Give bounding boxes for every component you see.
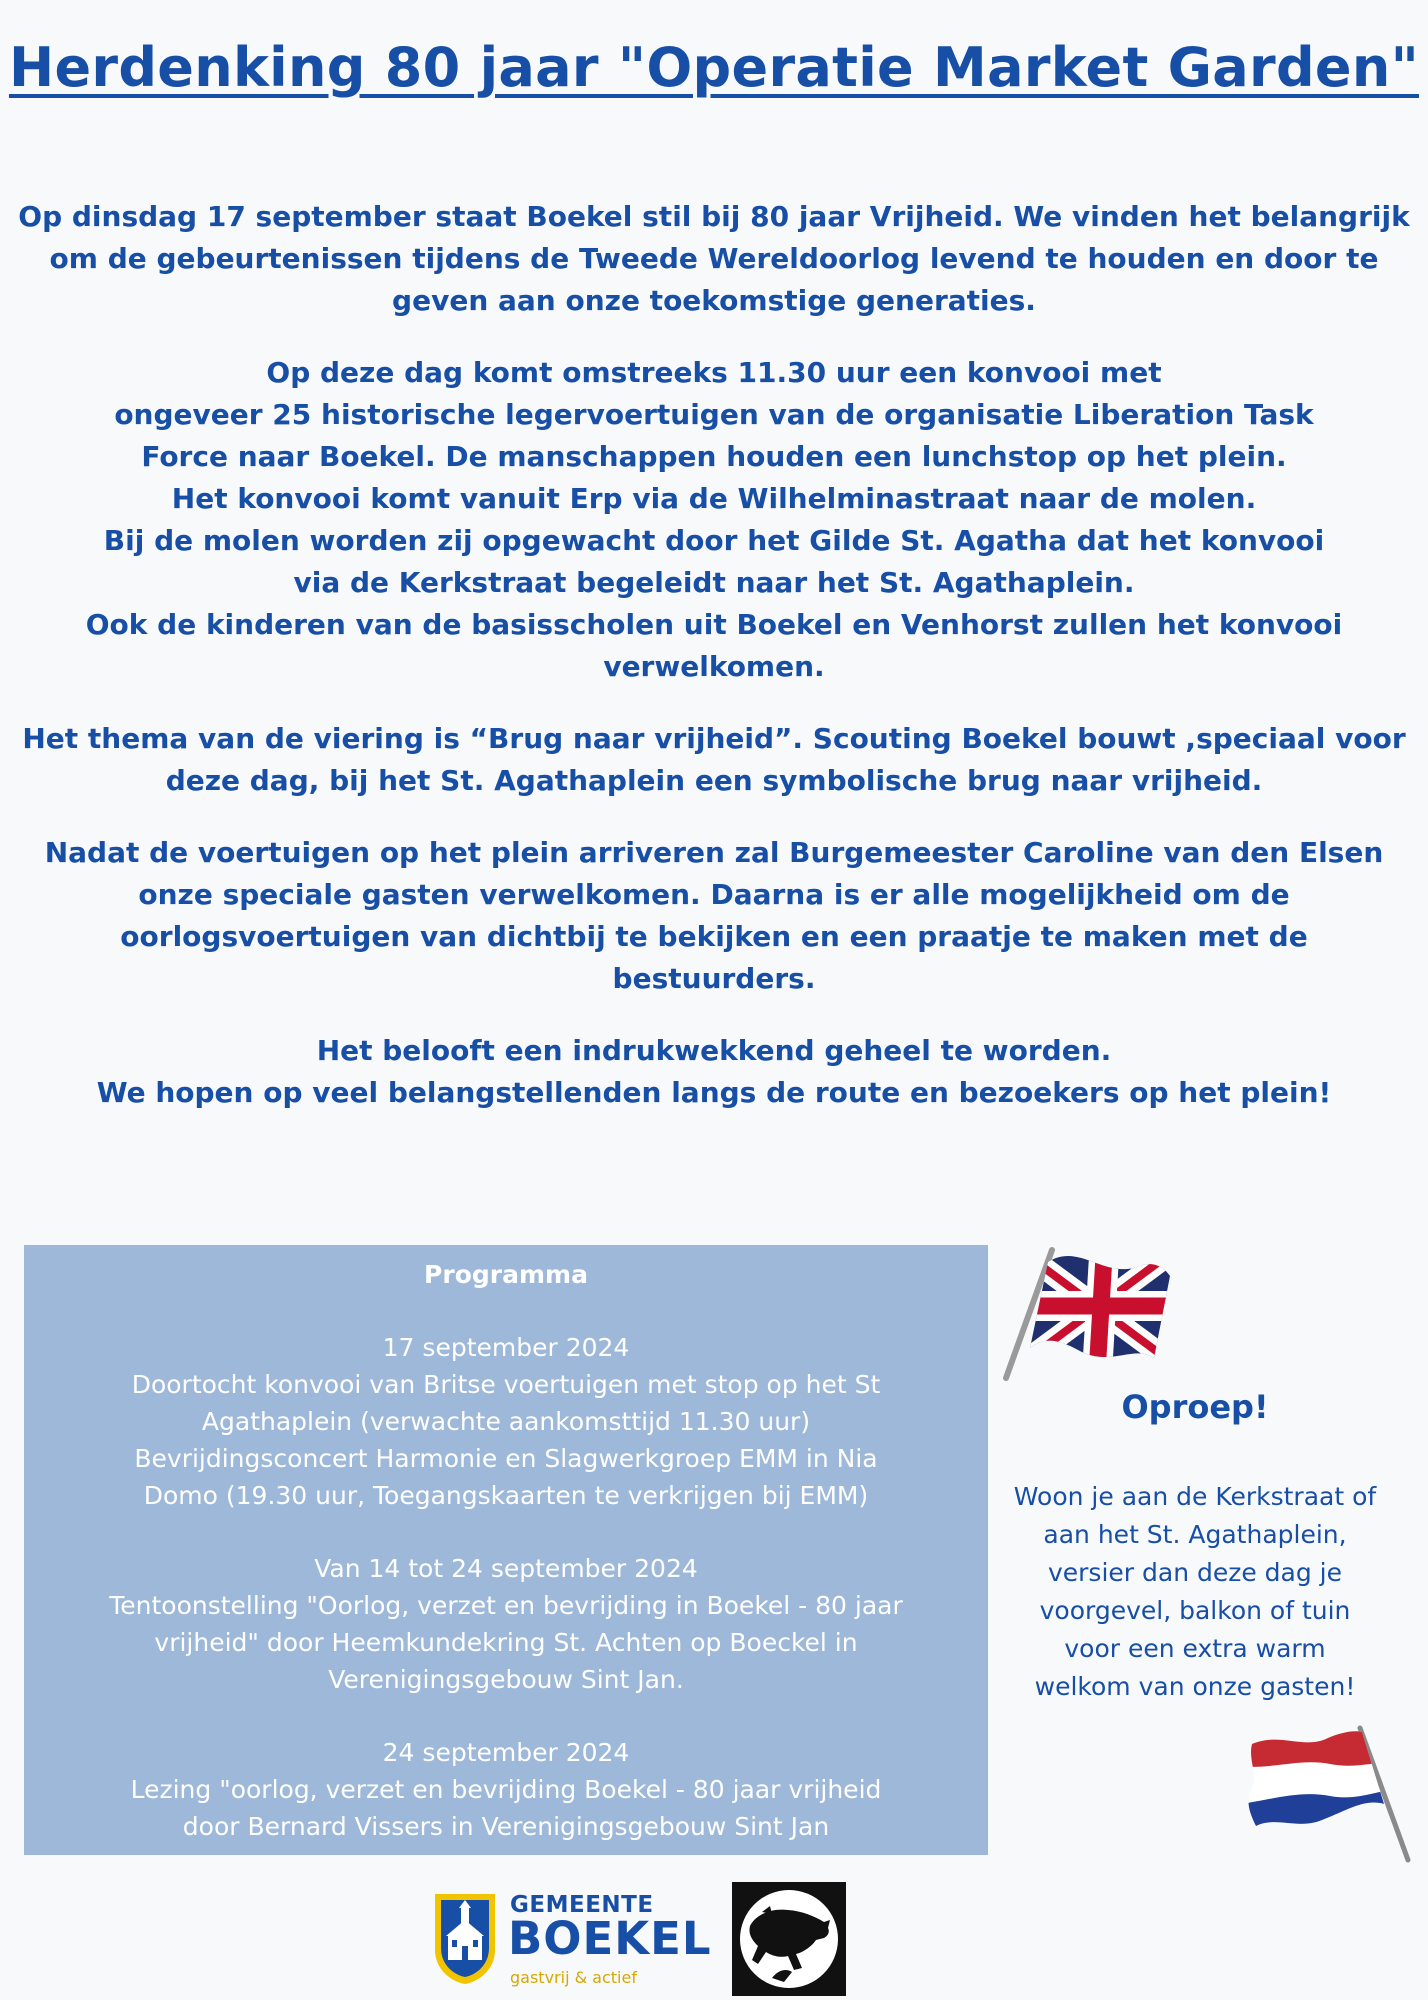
program-heading: Programma <box>424 1260 588 1289</box>
uk-flag-icon <box>1000 1240 1180 1390</box>
text-line: Het thema van de viering is “Brug naar vrijheid”. Scouting Boekel bouwt ,speciaal voor <box>22 722 1406 755</box>
intro-text <box>0 196 1428 1144</box>
text-line: onze speciale gasten verwelkomen. Daarna is er alle mogelijkheid om de <box>138 878 1290 911</box>
dutch-flag-icon <box>1240 1720 1420 1870</box>
program-line: Verenigingsgebouw Sint Jan. <box>328 1665 684 1694</box>
callout-line: aan het St. Agathaplein, <box>1043 1520 1347 1549</box>
program-line: 17 september 2024 <box>382 1333 630 1362</box>
program-line: Agathaplein (verwachte aankomsttijd 11.30 uur) <box>201 1407 811 1436</box>
callout-line: versier dan deze dag je <box>1047 1558 1343 1587</box>
intro-paragraph-4 <box>0 832 1428 1000</box>
logo-name-text: BOEKEL <box>508 1912 712 1965</box>
page-title: Herdenking 80 jaar "Operatie Market Garden" <box>8 36 1420 99</box>
program-line: Van 14 tot 24 september 2024 <box>314 1554 698 1583</box>
program-item-2 <box>24 1550 988 1698</box>
intro-paragraph-5 <box>0 1030 1428 1114</box>
text-line: om de gebeurtenissen tijdens de Tweede Wereldoorlog levend te houden en door te <box>49 242 1379 275</box>
text-line: Nadat de voertuigen op het plein arriveren zal Burgemeester Caroline van den Elsen <box>44 836 1384 869</box>
callout-heading: Oproep! <box>1121 1388 1269 1426</box>
program-line: Domo (19.30 uur, Toegangskaarten te verkrijgen bij EMM) <box>143 1481 869 1510</box>
boar-logo <box>732 1882 846 1996</box>
text-line: Ook de kinderen van de basisscholen uit Boekel en Venhorst zullen het konvooi <box>85 608 1343 641</box>
text-line: We hopen op veel belangstellenden langs de route en bezoekers op het plein! <box>96 1076 1332 1109</box>
program-line: Tentoonstelling "Oorlog, verzet en bevrijding in Boekel - 80 jaar <box>109 1591 903 1620</box>
text-line: oorlogsvoertuigen van dichtbij te bekijken en een praatje te maken met de <box>120 920 1308 953</box>
logo-tagline: gastvrij & actief <box>510 1968 637 1987</box>
text-line: geven aan onze toekomstige generaties. <box>392 284 1036 317</box>
intro-paragraph-1 <box>0 196 1428 322</box>
text-line: deze dag, bij het St. Agathaplein een symbolische brug naar vrijheid. <box>165 764 1263 797</box>
text-line: Het belooft een indrukwekkend geheel te worden. <box>316 1034 1112 1067</box>
callout-text <box>995 1478 1395 1706</box>
text-line: Het konvooi komt vanuit Erp via de Wilhelminastraat naar de molen. <box>171 482 1257 515</box>
intro-paragraph-2 <box>0 352 1428 688</box>
program-line: Doortocht konvooi van Britse voertuigen met stop op het St <box>131 1370 881 1399</box>
text-line: Force naar Boekel. De manschappen houden een lunchstop op het plein. <box>141 440 1287 473</box>
text-line: Op dinsdag 17 september staat Boekel stil bij 80 jaar Vrijheid. We vinden het belangrijk <box>18 200 1410 233</box>
text-line: ongeveer 25 historische legervoertuigen van de organisatie Liberation Task <box>114 398 1314 431</box>
text-line: Op deze dag komt omstreeks 11.30 uur een konvooi met <box>266 356 1162 389</box>
callout-line: Woon je aan de Kerkstraat of <box>1013 1482 1377 1511</box>
text-line: Bij de molen worden zij opgewacht door het Gilde St. Agatha dat het konvooi <box>103 524 1325 557</box>
callout-line: voor een extra warm <box>1064 1634 1326 1663</box>
program-item-1 <box>24 1329 988 1514</box>
boekel-logo <box>432 1890 722 1990</box>
text-line: verwelkomen. <box>603 650 825 683</box>
callout-line: voorgevel, balkon of tuin <box>1039 1596 1351 1625</box>
program-box <box>24 1245 988 1855</box>
text-line: bestuurders. <box>612 962 816 995</box>
program-item-3 <box>24 1734 988 1845</box>
program-line: Lezing "oorlog, verzet en bevrijding Boekel - 80 jaar vrijheid <box>130 1775 882 1804</box>
intro-paragraph-3 <box>0 718 1428 802</box>
callout-line: welkom van onze gasten! <box>1034 1672 1356 1701</box>
program-line: 24 september 2024 <box>382 1738 630 1767</box>
text-line: via de Kerkstraat begeleidt naar het St. Agathaplein. <box>293 566 1135 599</box>
program-line: door Bernard Vissers in Verenigingsgebouw Sint Jan <box>182 1812 830 1841</box>
callout-box <box>995 1388 1395 1706</box>
logo-gemeente-text: GEMEENTE <box>510 1892 654 1918</box>
program-line: Bevrijdingsconcert Harmonie en Slagwerkgroep EMM in Nia <box>134 1444 878 1473</box>
program-line: vrijheid" door Heemkundekring St. Achten op Boeckel in <box>154 1628 858 1657</box>
boekel-shield-logo <box>432 1890 498 1986</box>
